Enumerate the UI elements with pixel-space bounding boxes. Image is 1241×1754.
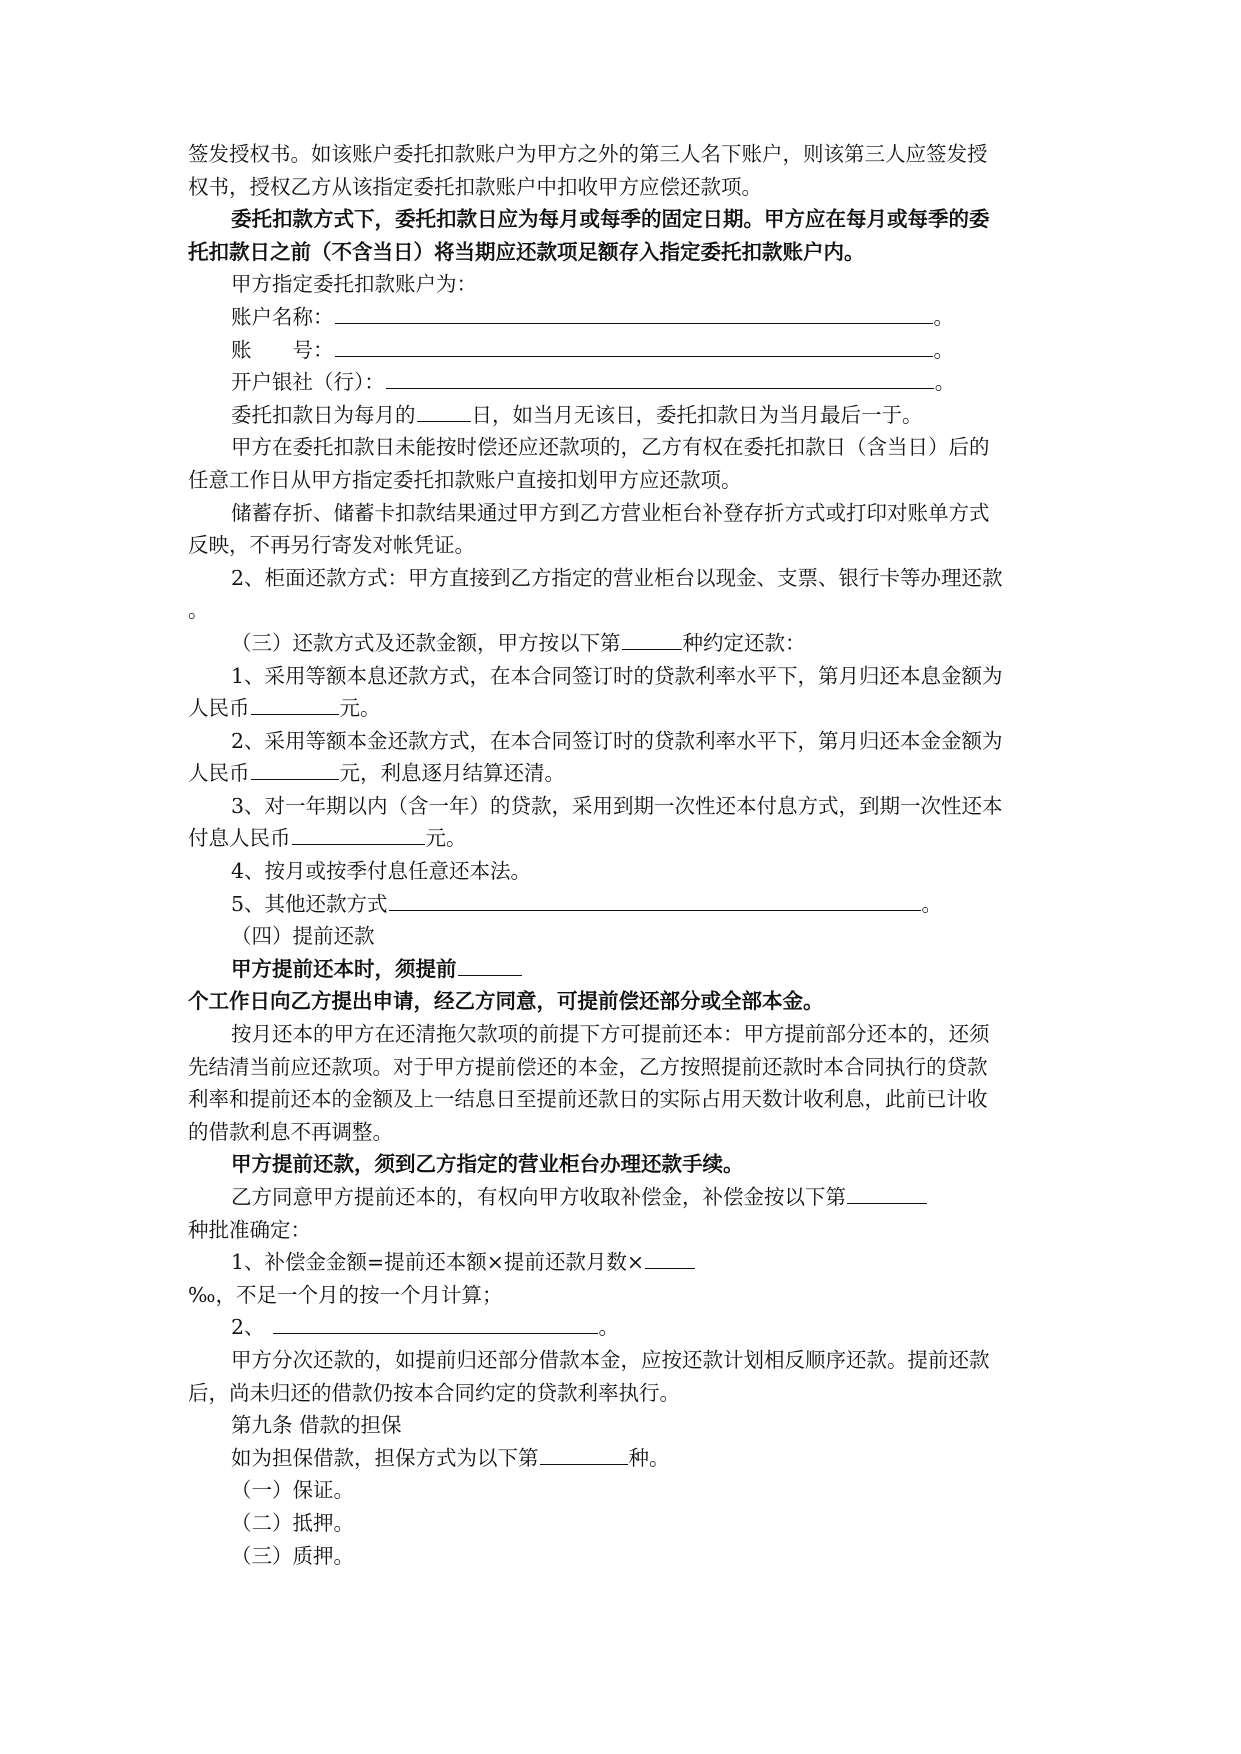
text-line: 签发授权书。如该账户委托扣款账户为甲方之外的第三人名下账户，则该第三人应签发授 (188, 142, 988, 166)
deduction-day-line: 委托扣款日为每月的 日，如当月无该日，委托扣款日为当月最后一于。 (188, 399, 1058, 432)
compensation-method-blank[interactable] (847, 1181, 927, 1204)
text-line: ‰，不足一个月的按一个月计算； (188, 1282, 503, 1307)
list-item: （一）保证。 (231, 1478, 354, 1503)
text-line: 甲方在委托扣款日未能按时偿还应还款项的，乙方有权在委托扣款日（含当日）后的 (231, 435, 990, 460)
repayment-method-line: （三）还款方式及还款金额，甲方按以下第 种约定还款： (188, 627, 1058, 660)
text-line: 后，尚未归还的借款仍按本合同约定的贷款利率执行。 (188, 1380, 680, 1405)
text-line: 按月还本的甲方在还清拖欠款项的前提下方可提前还本：甲方提前部分还本的，还须 (231, 1022, 990, 1047)
bank-branch-blank[interactable] (386, 366, 934, 389)
text-line: 甲方指定委托扣款账户为： (231, 272, 477, 297)
document-page (188, 138, 1058, 1572)
compensation-other-blank[interactable] (273, 1311, 598, 1334)
repayment-method-blank[interactable] (622, 627, 682, 650)
guarantee-method-line: 如为担保借款，担保方式为以下第 种。 (188, 1442, 1058, 1475)
bank-branch-line: 开户银社（行）： 。 (188, 366, 1058, 399)
guarantee-method-blank[interactable] (540, 1442, 628, 1465)
account-name-line: 账户名称： 。 (188, 301, 1058, 334)
text-line: 反映，不再另行寄发对帐凭证。 (188, 533, 475, 558)
text-line: 的借款利息不再调整。 (188, 1119, 393, 1144)
bold-text-line: 托扣款日之前（不含当日）将当期应还款项足额存入指定委托扣款账户内。 (188, 239, 865, 264)
deduction-day-blank[interactable] (417, 399, 471, 422)
advance-notice-days-blank[interactable] (458, 953, 522, 976)
principal-amount-blank[interactable] (251, 757, 339, 780)
compensation-rate-blank[interactable] (645, 1246, 695, 1269)
text-line: 权书，授权乙方从该指定委托扣款账户中扣收甲方应偿还款项。 (188, 174, 762, 199)
text-line: 利率和提前还本的金额及上一结息日至提前还款日的实际占用天数计收利息，此前已计收 (188, 1087, 988, 1112)
other-method-line: 5、其他还款方式 。 (188, 888, 1058, 921)
list-item: （三）质押。 (231, 1543, 354, 1568)
bank-branch-label: 开户银社（行）： (231, 370, 385, 395)
account-name-blank[interactable] (335, 301, 933, 324)
principal-interest-amount-line: 人民币 元。 (188, 692, 1058, 725)
compensation-other-line: 2、 。 (188, 1311, 1058, 1344)
other-method-blank[interactable] (389, 888, 921, 911)
bold-text-line: 个工作日向乙方提出申请，经乙方同意，可提前偿还部分或全部本金。 (188, 989, 824, 1014)
account-number-blank[interactable] (335, 334, 933, 357)
text-line: 甲方分次还款的，如提前归还部分借款本金，应按还款计划相反顺序还款。提前还款 (231, 1347, 990, 1372)
text-line: 4、按月或按季付息任意还本法。 (231, 859, 532, 884)
compensation-method-line: 乙方同意甲方提前还本的，有权向甲方收取补偿金，补偿金按以下第 (188, 1181, 1058, 1214)
lump-sum-amount-blank[interactable] (292, 822, 425, 845)
text-line: 3、对一年期以内（含一年）的贷款，采用到期一次性还本付息方式，到期一次性还本 (231, 793, 1003, 818)
text-line: 种批准确定： (188, 1217, 311, 1242)
text-line: 2、采用等额本金还款方式，在本合同签订时的贷款利率水平下，第月归还本金金额为 (231, 728, 1003, 753)
principal-amount-line: 人民币 元，利息逐月结算还清。 (188, 757, 1058, 790)
bold-text-line: 甲方提前还款，须到乙方指定的营业柜台办理还款手续。 (231, 1152, 744, 1177)
text-line: 2、柜面还款方式：甲方直接到乙方指定的营业柜台以现金、支票、银行卡等办理还款 (231, 565, 1003, 590)
text-line: 。 (188, 598, 209, 623)
article-heading: 第九条 借款的担保 (231, 1413, 402, 1438)
account-number-label: 账 号： (231, 337, 334, 362)
advance-notice-line: 甲方提前还本时，须提前 (188, 953, 1058, 986)
account-number-line: 账 号： 。 (188, 334, 1058, 367)
text-line: 任意工作日从甲方指定委托扣款账户直接扣划甲方应还款项。 (188, 467, 742, 492)
compensation-formula-line: 1、补偿金金额=提前还本额×提前还款月数× (188, 1246, 1058, 1279)
text-line: 先结清当前应还款项。对于甲方提前偿还的本金，乙方按照提前还款时本合同执行的贷款 (188, 1054, 988, 1079)
list-item: （二）抵押。 (231, 1510, 354, 1535)
text-line: 1、采用等额本息还款方式，在本合同签订时的贷款利率水平下，第月归还本息金额为 (231, 663, 1003, 688)
bold-text-line: 委托扣款方式下，委托扣款日应为每月或每季的固定日期。甲方应在每月或每季的委 (231, 207, 990, 232)
text-line: 储蓄存折、储蓄卡扣款结果通过甲方到乙方营业柜台补登存折方式或打印对账单方式 (231, 500, 990, 525)
lump-sum-amount-line: 付息人民币 元。 (188, 822, 1058, 855)
section-heading: （四）提前还款 (231, 924, 375, 949)
account-name-label: 账户名称： (231, 304, 334, 329)
principal-interest-amount-blank[interactable] (251, 692, 339, 715)
